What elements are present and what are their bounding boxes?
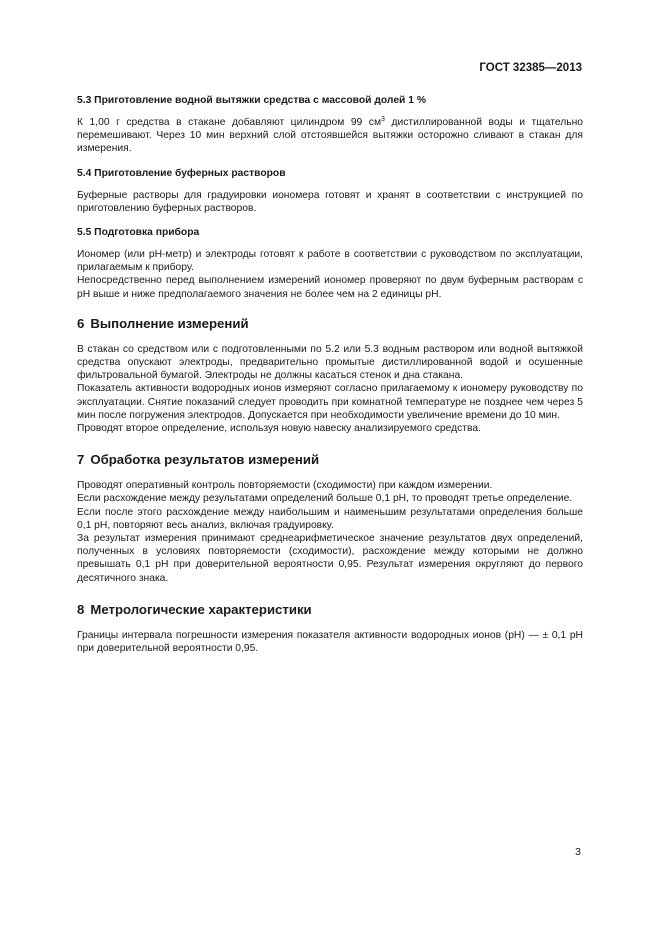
section-7-paragraph-2: Если расхождение между результатами определений больше 0,1 рН, то проводят третье определение. (77, 493, 573, 505)
text-run: дистиллированной воды и тщательно перемешивают. Через 10 мин верхний слой отстоявшейся вытяжки осторожно сливают в стакан для измерения. (77, 117, 583, 155)
subsection-5-4-paragraph: Буферные растворы для градуировки иономера готовят и хранят в соответствии с инструкцией по приготовлению буферных растворов. (77, 189, 583, 214)
text-run: К 1,00 г средства в стакане добавляют цилиндром 99 см (77, 117, 382, 128)
subsection-5-3-paragraph (77, 116, 583, 156)
section-7-paragraph-4: За результат измерения принимают среднеарифметическое значение результатов двух определений, полученных в условиях повторяемости (сходимости), расхождение между которыми не должно превышать 0,1 рН при доверительной вероятности 0,95. Результат измерения округляют до первого десятичного знака. (77, 533, 583, 584)
section-6-heading (77, 316, 583, 332)
subsection-5-4-title: 5.4 Приготовление буферных растворов (77, 167, 286, 179)
subsection-5-5-paragraph-2: Непосредственно перед выполнением измерений иономер проверяют по двум буферным растворам с рН выше и ниже предполагаемого значения не более чем на 2 единицы рН. (77, 275, 583, 300)
section-7-paragraph-3: Если после этого расхождение между наибольшим и наименьшим результатами определения больше 0,1 рН, повторяют весь анализ, включая градуировку. (77, 506, 583, 531)
section-6-paragraph-3: Проводят второе определение, используя новую навеску анализируемого средства. (77, 423, 481, 435)
section-number: 6 (77, 315, 85, 331)
page-number: 3 (575, 846, 581, 858)
section-6-paragraph-2: Показатель активности водородных ионов измеряют согласно прилагаемому к иономеру руководству по эксплуатации. Снятие показаний следует проводить при комнатной температуре не позднее чем через 5 мин после погружения электродов. Допускается при необходимости увеличение времени до 10 мин. (77, 383, 583, 421)
section-7-heading (77, 452, 583, 468)
section-number: 7 (77, 452, 85, 468)
page-content (77, 94, 583, 655)
section-title: Метрологические характеристики (90, 601, 312, 617)
document-code-header: ГОСТ 32385—2013 (479, 62, 582, 74)
section-title: Выполнение измерений (90, 315, 249, 331)
section-6-paragraph-1: В стакан со средством или с подготовленными по 5.2 или 5.3 водным раствором или водной вытяжкой средства опускают электроды, предварительно промытые дистиллированной водой и осушенные фильтровальной бумагой. Электроды не должны касаться стенок и дна стакана. (77, 343, 583, 382)
section-8-paragraph-1: Границы интервала погрешности измерения показателя активности водородных ионов (рН) — ± 0,1 рН при доверительной вероятности 0,95. (77, 629, 583, 655)
subsection-5-5-title: 5.5 Подготовка прибора (77, 227, 200, 239)
section-number: 8 (77, 601, 85, 617)
subsection-5-3-title: 5.3 Приготовление водной вытяжки средства с массовой долей 1 % (77, 95, 426, 106)
section-title: Обработка результатов измерений (90, 452, 320, 468)
section-7-paragraph-1: Проводят оперативный контроль повторяемости (сходимости) при каждом измерении. (77, 480, 493, 492)
subsection-5-5-paragraph-1: Иономер (или рН-метр) и электроды готовят к работе в соответствии с руководством по эксплуатации, прилагаемым к прибору. (77, 249, 583, 274)
section-8-heading (77, 602, 583, 618)
superscript-3: 3 (381, 116, 385, 123)
